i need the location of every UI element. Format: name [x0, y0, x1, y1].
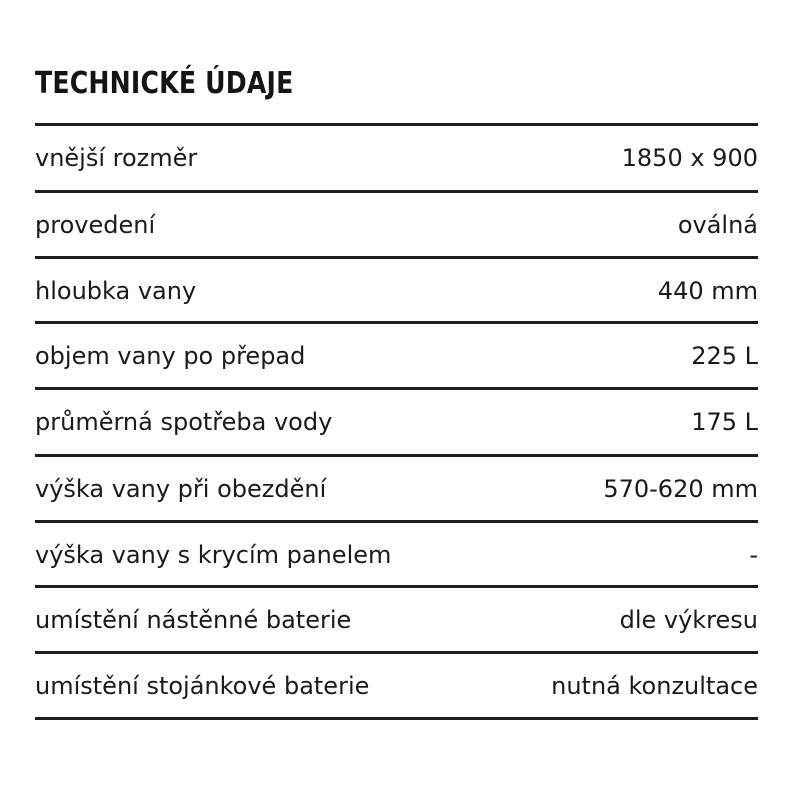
spec-row: [35, 589, 758, 651]
spec-value: 1850 x 900: [621, 144, 758, 172]
spec-label: hloubka vany: [35, 277, 197, 305]
spec-value: 175 L: [691, 408, 758, 436]
divider: [35, 717, 758, 720]
spec-value: nutná konzultace: [551, 672, 758, 700]
spec-label: výška vany s krycím panelem: [35, 541, 392, 569]
spec-label: vnější rozměr: [35, 144, 198, 172]
divider: [35, 387, 758, 390]
spec-label: umístění stojánkové baterie: [35, 672, 370, 700]
spec-row: [35, 325, 758, 387]
divider: [35, 520, 758, 523]
spec-value: 440 mm: [657, 277, 758, 305]
spec-label: výška vany při obezdění: [35, 475, 327, 503]
spec-label: objem vany po přepad: [35, 342, 306, 370]
divider: [35, 256, 758, 259]
spec-value: oválná: [677, 211, 758, 239]
divider: [35, 454, 758, 457]
spec-row: [35, 524, 758, 586]
divider: [35, 651, 758, 654]
spec-value: 570-620 mm: [603, 475, 758, 503]
spec-label: provedení: [35, 211, 156, 239]
spec-label: průměrná spotřeba vody: [35, 408, 333, 436]
spec-row: [35, 391, 758, 453]
divider: [35, 190, 758, 193]
divider: [35, 123, 758, 126]
section-title: TECHNICKÉ ÚDAJE: [35, 66, 294, 101]
spec-row: [35, 127, 758, 189]
spec-row: [35, 194, 758, 256]
spec-row: [35, 458, 758, 520]
spec-row: [35, 260, 758, 322]
spec-value: dle výkresu: [619, 606, 758, 634]
spec-value: -: [749, 541, 758, 569]
divider: [35, 321, 758, 324]
divider: [35, 585, 758, 588]
spec-label: umístění nástěnné baterie: [35, 606, 352, 634]
spec-row: [35, 655, 758, 717]
spec-value: 225 L: [691, 342, 758, 370]
